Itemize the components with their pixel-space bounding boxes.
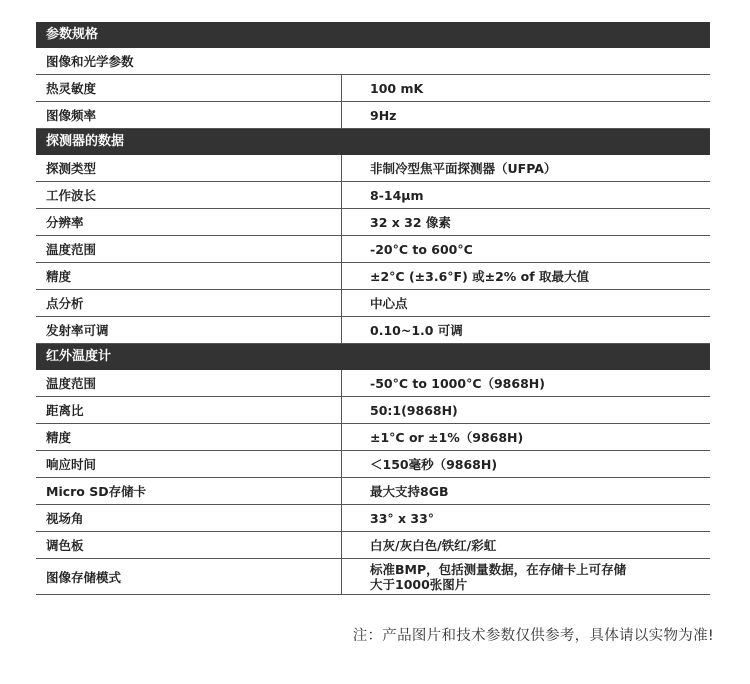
spec-table bbox=[36, 22, 710, 595]
table-row bbox=[36, 451, 710, 478]
row-label: 精度 bbox=[36, 263, 342, 289]
row-label: 图像存储模式 bbox=[36, 559, 342, 594]
table-row bbox=[36, 532, 710, 559]
row-label: 点分析 bbox=[36, 290, 342, 316]
subsection-label: 图像和光学参数 bbox=[46, 54, 134, 69]
row-value: 非制冷型焦平面探测器（UFPA） bbox=[370, 160, 557, 176]
row-label: 探测类型 bbox=[36, 155, 342, 181]
table-row bbox=[36, 370, 710, 397]
row-value: 白灰/灰白色/铁红/彩虹 bbox=[370, 537, 497, 553]
subsection-row bbox=[36, 48, 710, 75]
row-label: 距离比 bbox=[36, 397, 342, 423]
row-value: 9Hz bbox=[370, 107, 397, 123]
row-label: Micro SD存储卡 bbox=[36, 478, 342, 504]
table-row bbox=[36, 75, 710, 102]
row-label: 热灵敏度 bbox=[36, 75, 342, 101]
row-label: 响应时间 bbox=[36, 451, 342, 477]
row-label: 工作波长 bbox=[36, 182, 342, 208]
row-value: 100 mK bbox=[370, 80, 424, 96]
row-label: 分辨率 bbox=[36, 209, 342, 235]
row-value: ±1°C or ±1%（9868H) bbox=[370, 429, 524, 445]
row-value: 50:1(9868H) bbox=[370, 402, 458, 418]
row-value: ±2°C (±3.6°F) 或±2% of 取最大值 bbox=[370, 268, 590, 284]
row-label: 图像频率 bbox=[36, 102, 342, 128]
table-row bbox=[36, 209, 710, 236]
table-row bbox=[36, 236, 710, 263]
table-row bbox=[36, 424, 710, 451]
row-value: 8-14μm bbox=[370, 187, 424, 203]
table-row bbox=[36, 478, 710, 505]
row-value: -20°C to 600°C bbox=[370, 241, 473, 257]
table-row bbox=[36, 102, 710, 129]
table-row bbox=[36, 290, 710, 317]
section-header-ir-thermometer: 红外温度计 bbox=[36, 344, 710, 370]
row-value: ＜150毫秒（9868H) bbox=[370, 456, 498, 472]
row-label: 精度 bbox=[36, 424, 342, 450]
table-row bbox=[36, 559, 710, 595]
section-header-specs: 参数规格 bbox=[36, 22, 710, 48]
row-label: 温度范围 bbox=[36, 236, 342, 262]
row-value: 最大支持8GB bbox=[370, 483, 449, 499]
table-row bbox=[36, 505, 710, 532]
row-label: 视场角 bbox=[36, 505, 342, 531]
section-header-detector: 探测器的数据 bbox=[36, 129, 710, 155]
table-row bbox=[36, 317, 710, 344]
table-row bbox=[36, 182, 710, 209]
row-label: 调色板 bbox=[36, 532, 342, 558]
table-row bbox=[36, 397, 710, 424]
footnote: 注：产品图片和技术参数仅供参考，具体请以实物为准! bbox=[352, 628, 714, 644]
row-value: 中心点 bbox=[370, 295, 408, 311]
row-value: 33° x 33° bbox=[370, 510, 435, 526]
row-value: 0.10~1.0 可调 bbox=[370, 322, 463, 338]
row-label: 发射率可调 bbox=[36, 317, 342, 343]
row-value: 32 x 32 像素 bbox=[370, 214, 451, 230]
row-label: 温度范围 bbox=[36, 370, 342, 396]
table-row bbox=[36, 155, 710, 182]
row-value: 标准BMP，包括测量数据，在存储卡上可存储 大于1000张图片 bbox=[370, 561, 627, 592]
row-value: -50°C to 1000°C（9868H) bbox=[370, 375, 545, 391]
table-row bbox=[36, 263, 710, 290]
